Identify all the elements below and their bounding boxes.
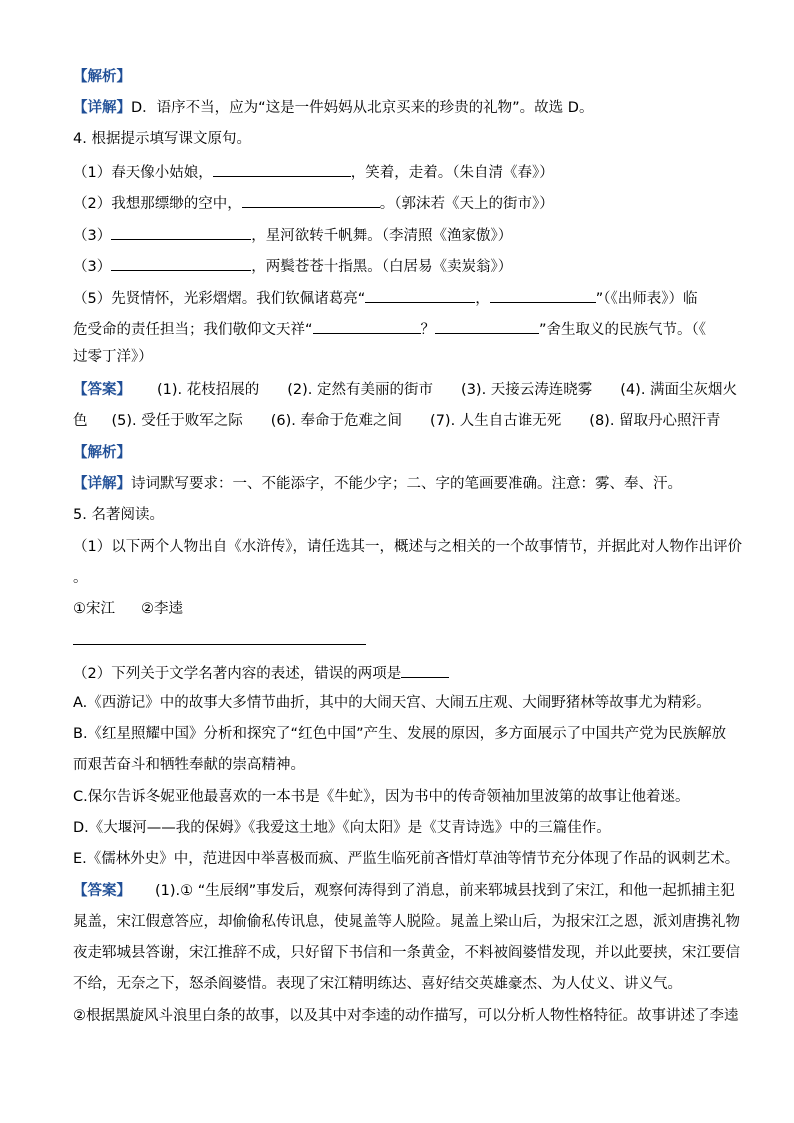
analysis-header — [73, 67, 131, 87]
q4-item-1 — [73, 161, 554, 183]
option-b-line-2: 而艰苦奋斗和牺牲奉献的崇高精神。 — [73, 757, 305, 773]
analysis-tag: 【解析】 — [73, 445, 131, 461]
option-b-line-1: B.《红星照耀中国》分析和探究了“红色中国”产生、发展的原因，多方面展示了中国共产党为民族解放 — [73, 726, 727, 742]
q5-part1-line-1: （1）以下两个人物出自《水浒传》，请任选其一，概述与之相关的一个故事情节，并据此对人物作出评价 — [73, 539, 742, 555]
q4-item-5-question-mark: ？ — [420, 322, 436, 338]
answer-item: (8). 留取丹心照汗青 — [589, 413, 721, 429]
q4-item-1-before: （1）春天像小姑娘， — [73, 165, 213, 181]
q4-item-5-comma: ， — [475, 291, 490, 307]
q4-item-1-after: ，笑着，走着。（朱自清《春》） — [350, 165, 554, 181]
answer-item: (1). 花枝招展的 — [157, 382, 260, 398]
q4-answer-line-2 — [73, 411, 721, 431]
answer-item: (4). 满面尘灰烟火 — [620, 382, 738, 398]
q4-item-5-text: （5）先贤情怀，光彩熠熠。我们钦佩诸葛亮“ — [73, 291, 366, 307]
q4-item-3 — [73, 224, 512, 246]
q4-detail — [73, 474, 682, 494]
q5-part2-stem — [73, 662, 449, 684]
fill-blank[interactable] — [435, 318, 539, 334]
q4-item-5-text: 危受命的责任担当；我们敬仰文天祥“ — [73, 322, 313, 338]
option-li-kui: ②李逵 — [141, 601, 183, 617]
option-song-jiang: ①宋江 — [73, 601, 115, 617]
q4-item-4 — [73, 255, 512, 277]
q5-answer-line-3: 夜走郓城县答谢，宋江推辞不成，只好留下书信和一条黄金，不料被阎婆惜发现，并以此要挟，宋江要信 — [73, 945, 740, 961]
q4-item-5-text: ”（《出师表》）临 — [595, 291, 698, 307]
fill-blank[interactable] — [111, 224, 251, 240]
fill-blank[interactable] — [111, 255, 251, 271]
q4-item-5-text: ”舍生取义的民族气节。（《 — [539, 322, 707, 338]
q5-answer-line-4: 不给，无奈之下，怒杀阎婆惜。表现了宋江精明练达、喜好结交英雄豪杰、为人仗义、讲义气。 — [73, 976, 682, 992]
fill-blank[interactable] — [490, 287, 596, 303]
q4-item-2 — [73, 192, 554, 214]
q5-options — [73, 599, 183, 619]
q3-detail — [73, 98, 593, 118]
answer-line[interactable] — [73, 644, 366, 645]
q5-answer-text: (1).① “生辰纲”事发后，观察何涛得到了消息，前来郓城县找到了宋江，和他一起抓捕主犯 — [155, 883, 735, 899]
q4-answer-line-1 — [73, 380, 737, 400]
answer-item: (2). 定然有美丽的街市 — [287, 382, 434, 398]
q4-analysis-header — [73, 443, 131, 463]
q3-detail-text: D．语序不当，应为“这是一件妈妈从北京买来的珍贵的礼物”。故选 D。 — [131, 100, 594, 116]
fill-blank[interactable] — [365, 287, 475, 303]
answer-item: (7). 人生自古谁无死 — [430, 413, 562, 429]
fill-blank[interactable] — [242, 192, 380, 208]
option-d: D.《大堰河——我的保姆》《我爱这土地》《向太阳》是《艾青诗选》中的三篇佳作。 — [73, 820, 611, 836]
option-a: A.《西游记》中的故事大多情节曲折，其中的大闹天宫、大闹五庄观、大闹野猪林等故事尤为精彩。 — [73, 695, 711, 711]
q4-detail-text: 诗词默写要求：一、不能添字，不能少字；二、字的笔画要准确。注意：雾、奉、汗。 — [131, 476, 682, 492]
q5-answer-line-5: ②根据黑旋风斗浪里白条的故事，以及其中对李逵的动作描写，可以分析人物性格特征。故事讲述了李逵 — [73, 1008, 739, 1024]
analysis-tag: 【解析】 — [73, 69, 131, 85]
q4-item-4-after: ，两鬓苍苍十指黑。（白居易《卖炭翁》） — [251, 259, 513, 275]
q5-answer-line-2: 晁盖，宋江假意答应，却偷偷私传讯息，使晁盖等人脱险。晁盖上梁山后，为报宋江之恩，派刘唐携礼物 — [73, 914, 740, 930]
q4-item-2-after: 。（郭沫若《天上的街市》） — [379, 196, 554, 212]
q4-item-5-line-1 — [73, 287, 698, 309]
answer-item: (3). 天接云涛连晓雾 — [461, 382, 593, 398]
answer-item: 色 — [73, 413, 88, 429]
q4-item-4-before: （3） — [73, 259, 112, 275]
fill-blank[interactable] — [313, 318, 421, 334]
q4-item-5-line-3: 过零丁洋》） — [73, 349, 153, 365]
q5-answer-line-1 — [73, 881, 735, 901]
detail-tag: 【详解】 — [73, 476, 131, 492]
q5-part2-stem-text: （2）下列关于文学名著内容的表述，错误的两项是 — [73, 666, 402, 682]
fill-blank[interactable] — [401, 662, 449, 678]
q4-item-3-after: ，星河欲转千帆舞。（李清照《渔家傲》） — [251, 228, 513, 244]
option-e: E.《儒林外史》中，范进因中举喜极而疯、严监生临死前吝惜灯草油等情节充分体现了作品的讽刺艺术。 — [73, 851, 740, 867]
answer-tag: 【答案】 — [73, 382, 131, 398]
q4-item-5-line-2 — [73, 318, 706, 340]
q4-item-3-before: （3） — [73, 228, 112, 244]
option-c: C.保尔告诉冬妮亚他最喜欢的一本书是《牛虻》，因为书中的传奇领袖加里波第的故事让他着迷。 — [73, 789, 690, 805]
q4-item-2-before: （2）我想那缥缈的空中， — [73, 196, 242, 212]
q4-stem: 4. 根据提示填写课文原句。 — [73, 131, 251, 147]
q5-stem: 5. 名著阅读。 — [73, 507, 164, 523]
answer-item: (5). 受任于败军之际 — [111, 413, 243, 429]
answer-tag: 【答案】 — [73, 883, 131, 899]
q5-part1-line-2: 。 — [73, 570, 88, 586]
fill-blank[interactable] — [213, 161, 351, 177]
answer-item: (6). 奉命于危难之间 — [270, 413, 403, 429]
detail-tag: 【详解】 — [73, 100, 131, 116]
